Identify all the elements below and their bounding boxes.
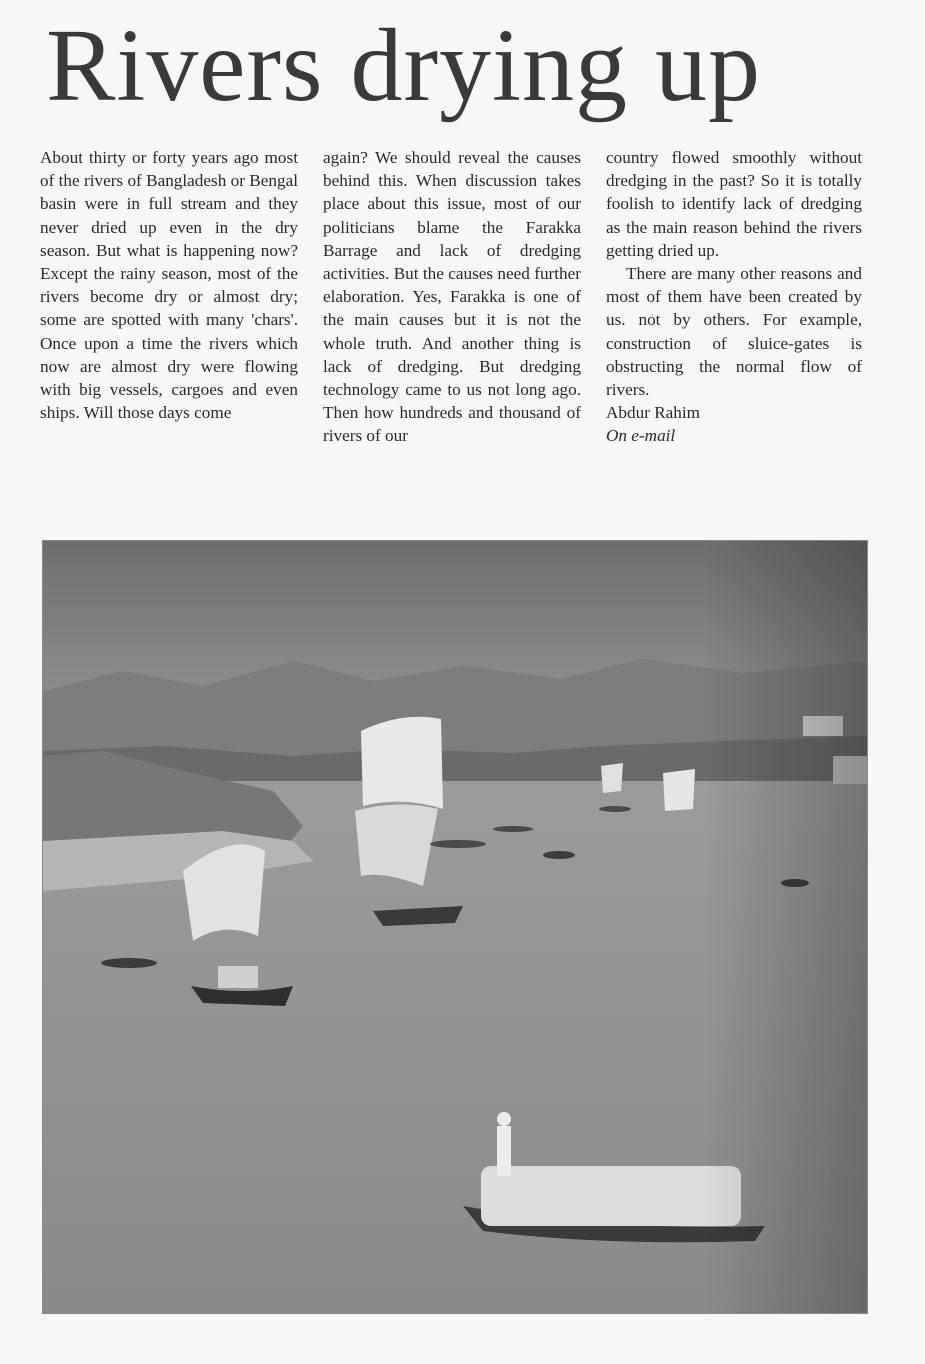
letter-paragraph: country flowed smoothly without dredging in the past? So it is totally foolish to identify lack of dredging as the main reason behind the rivers getting dried up. bbox=[606, 148, 862, 260]
letter-paragraph: There are many other reasons and most of them have been created by us. not by others. For example, construction of sluice-gates is obstructing the normal flow of rivers. bbox=[606, 264, 862, 400]
river-boats-photo bbox=[42, 540, 868, 1314]
letter-paragraph: About thirty or forty years ago most of the rivers of Bangladesh or Bengal basin were in full stream and they never dried up even in the dry season. But what is happening now? Except the rainy season, most of the rivers become dry or almost dry; some are spotted with many 'chars'. Once upon a time the rivers which now are almost dry were flowing with big vessels, cargoes and even ships. Will those days come bbox=[40, 148, 298, 423]
scan-shadow bbox=[43, 541, 867, 1313]
submission-via: On e-mail bbox=[606, 426, 676, 446]
letter-column-1 bbox=[40, 146, 298, 424]
letter-column-3 bbox=[606, 146, 862, 448]
author-name: Abdur Rahim bbox=[606, 403, 701, 423]
letter-column-2 bbox=[323, 146, 581, 448]
letter-paragraph: again? We should reveal the causes behind this. When discussion takes place about this issue, most of our politicians blame the Farakka Barrage and lack of dredging activities. But the causes need further elaboration. Yes, Farakka is one of the main causes but it is not the whole truth. And another thing is lack of dredging. But dredging technology came to us not long ago. Then how hundreds and thousand of rivers of our bbox=[323, 148, 581, 446]
headline: Rivers drying up bbox=[46, 8, 762, 123]
